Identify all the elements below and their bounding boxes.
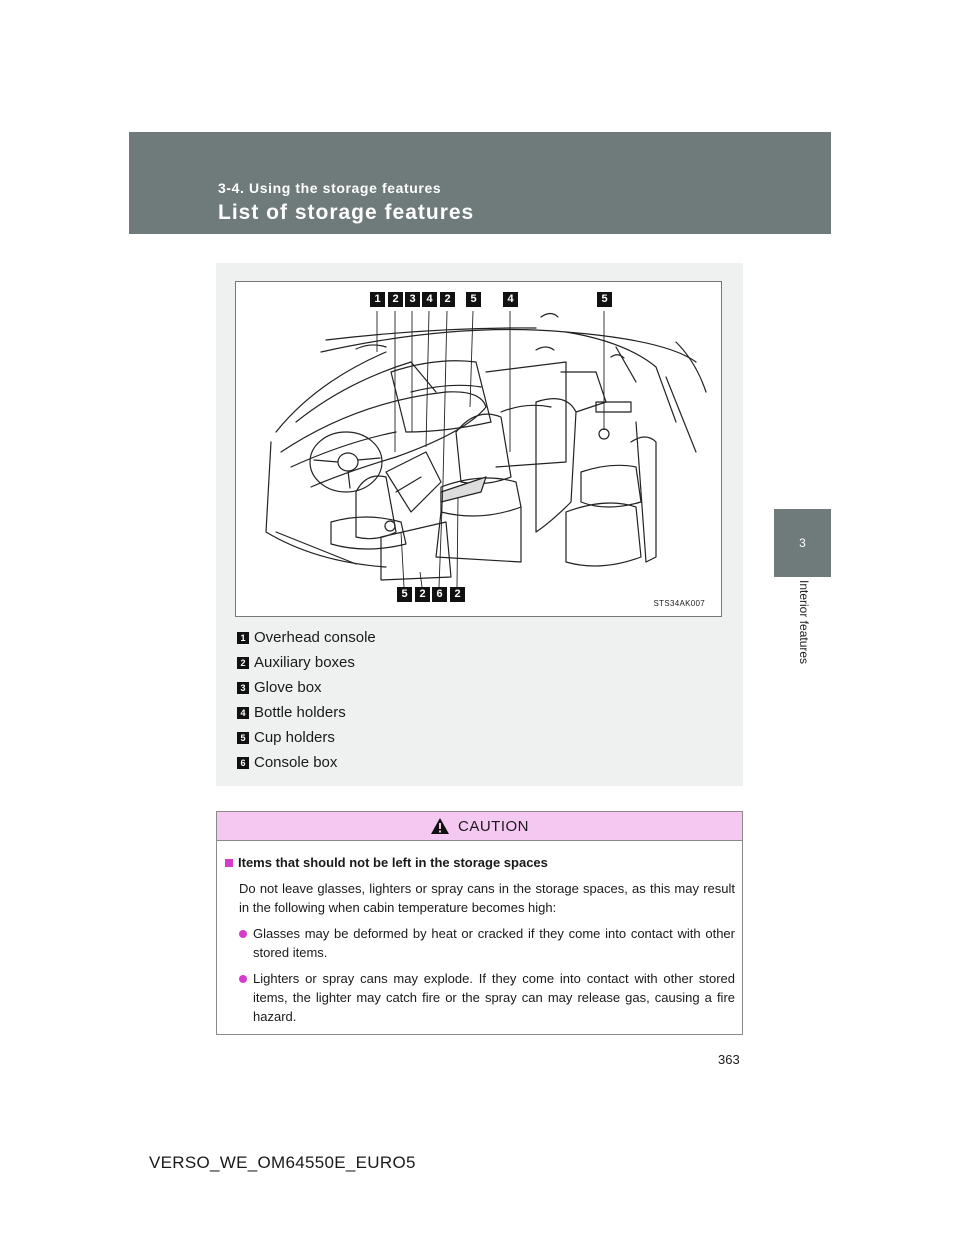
chapter-tab: 3 (774, 509, 831, 577)
bullet-text: Lighters or spray cans may explode. If they come into contact with other stored items, the lighter may catch fire or the spray can may release gas, causing a fire hazard. (253, 971, 735, 1024)
section-title: 3-4. Using the storage features (218, 180, 442, 196)
warning-triangle-icon (430, 817, 450, 835)
callout-bottle-holder: 4 (422, 292, 437, 307)
legend-label: Console box (254, 754, 338, 771)
bullet-dot-icon (239, 930, 247, 938)
callout-overhead-console: 1 (370, 292, 385, 307)
list-item (239, 924, 735, 962)
list-item (237, 725, 376, 750)
legend-number: 5 (237, 732, 249, 744)
list-item (237, 675, 376, 700)
bullet-text: Glasses may be deformed by heat or cracked if they come into contact with other stored items. (253, 926, 735, 960)
figure-panel (216, 263, 743, 786)
list-item (239, 969, 735, 1026)
document-code: VERSO_WE_OM64550E_EURO5 (149, 1153, 416, 1172)
list-item (237, 625, 376, 650)
car-interior-drawing (236, 282, 723, 618)
legend-number: 6 (237, 757, 249, 769)
caution-paragraph: Do not leave glasses, lighters or spray cans in the storage spaces, as this may result in the following when cabin temperature becomes high: (239, 881, 735, 915)
legend-number: 2 (237, 657, 249, 669)
page-title: List of storage features (218, 201, 475, 224)
legend-label: Cup holders (254, 729, 335, 746)
caution-title-text: Items that should not be left in the storage spaces (238, 855, 548, 870)
legend-list (237, 625, 376, 775)
legend-label: Overhead console (254, 629, 376, 646)
callout-cup-holder: 5 (397, 587, 412, 602)
caution-header (217, 812, 742, 841)
legend-label: Bottle holders (254, 704, 346, 721)
legend-number: 3 (237, 682, 249, 694)
caution-box (216, 811, 743, 1035)
caution-body (217, 841, 742, 1026)
section-header (129, 132, 831, 234)
bullet-dot-icon (239, 975, 247, 983)
chapter-label: Interior features (797, 580, 811, 665)
callout-auxiliary-box: 2 (440, 292, 455, 307)
callout-bottle-holder: 4 (503, 292, 518, 307)
page-number: 363 (718, 1052, 740, 1067)
caution-title (225, 853, 735, 872)
interior-illustration (235, 281, 722, 617)
callout-auxiliary-box: 2 (388, 292, 403, 307)
legend-number: 4 (237, 707, 249, 719)
callout-auxiliary-box: 2 (415, 587, 430, 602)
legend-number: 1 (237, 632, 249, 644)
caution-heading: CAUTION (458, 817, 529, 835)
callout-cup-holder: 5 (597, 292, 612, 307)
list-item (237, 650, 376, 675)
legend-label: Auxiliary boxes (254, 654, 355, 671)
list-item (237, 700, 376, 725)
legend-label: Glove box (254, 679, 322, 696)
square-bullet-icon (225, 859, 233, 867)
callout-console-box: 6 (432, 587, 447, 602)
list-item (237, 750, 376, 775)
callout-auxiliary-box: 2 (450, 587, 465, 602)
figure-code: STS34AK007 (653, 599, 705, 608)
callout-glove-box: 3 (405, 292, 420, 307)
callout-cup-holder: 5 (466, 292, 481, 307)
